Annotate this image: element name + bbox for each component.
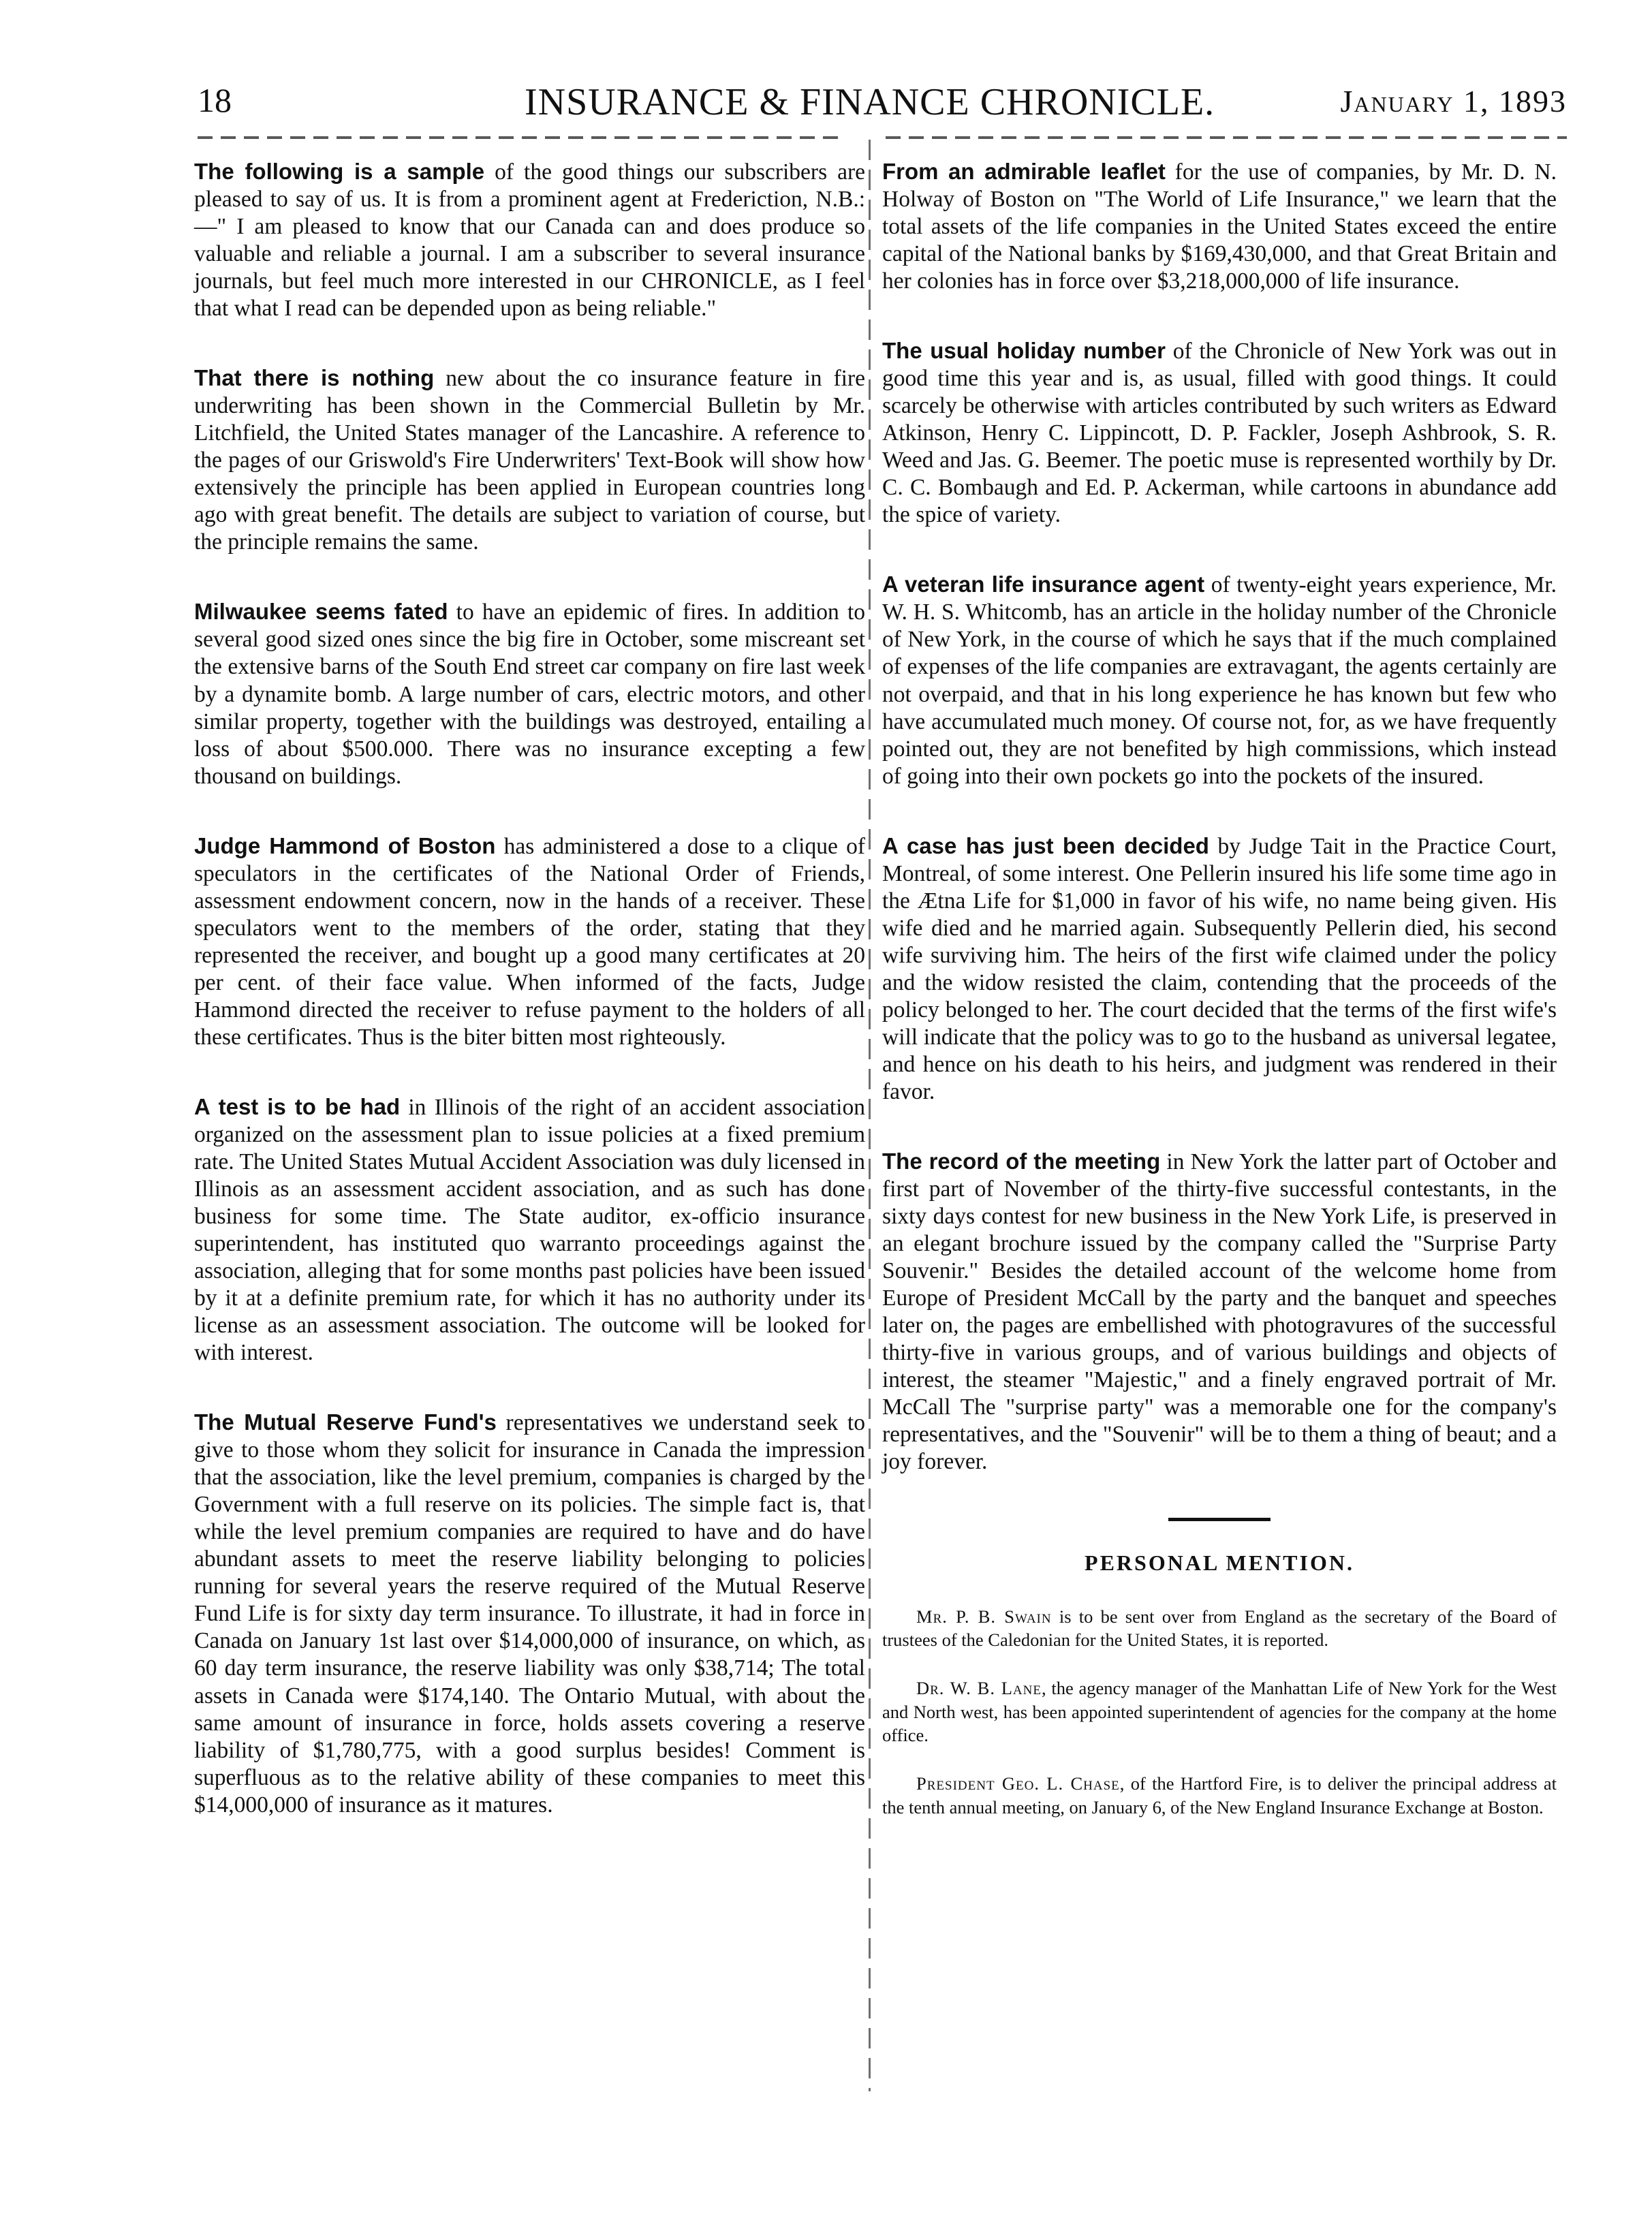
- article-lead: The Mutual Reserve Fund's: [194, 1409, 497, 1435]
- mention-item: [882, 1772, 1557, 1819]
- article-body: of the Chronicle of New York was out in good time this year and is, as usual, filled with good things. It could scarcely be otherwise with articles contributed by such writers as Edward Atkinson, Henry C. Lippincott, D. P. Fackler, Joseph Ashbrook, S. R. Weed and Jas. G. Beemer. The poetic muse is represented worthily by Dr. C. C. Bombaugh and Ed. P. Ackerman, while cartoons in abundance add the spice of variety.: [882, 339, 1557, 528]
- page-header: [198, 80, 1567, 142]
- article-body: in Illinois of the right of an accident association organized on the assessment plan to issue policies at a fixed premium rate. The United States Mutual Accident Association was duly licensed in Illinois as an assessment accident association, and as such has done business for some time. The State auditor, ex-officio insurance superintendent, has instituted quo warranto proceedings against the association, alleging that for some months past policies have been issued by it at a definite premium rate, for which it has no authority under its license as an assessment association. The outcome will be looked for with interest.: [194, 1094, 865, 1366]
- article-body: in New York the latter part of October and first part of November of the thirty-five successful contestants, in the sixty days contest for new business in the New York Life, is preserved in an elegant brochure issued by the company called the "Surprise Party Souvenir." Besides the detailed account of the welcome home from Europe of President McCall by the party and the banquet and speeches later on, the pages are embellished with photogravures of the successful thirty-five in various groups, and of various buildings and objects of interest, the steamer "Majestic," and a finely engraved portrait of Mr. McCall The "surprise party" was a memorable one for the company's representatives, and the "Souvenir" will be to them a thing of beaut; and a joy forever.: [882, 1149, 1557, 1475]
- article-lead: The record of the meeting: [882, 1148, 1161, 1174]
- article-body: new about the co insurance feature in fire underwriting has been shown in the Commercial Bulletin by Mr. Litchfield, the United States manager of the Lancashire. A reference to the pages of our Griswold's Fire Underwriters' Text-Book will show how extensively the principle has been applied in European countries long ago with great benefit. The details are subject to variation of course, but the principle remains the same.: [194, 366, 866, 555]
- mention-name: Dr. W. B. Lane: [916, 1677, 1042, 1698]
- publication-title: INSURANCE & FINANCE CHRONICLE.: [525, 81, 1215, 123]
- article-paragraph: [194, 598, 865, 790]
- article-lead: The following is a sample: [194, 159, 485, 184]
- personal-mention-heading: PERSONAL MENTION.: [1085, 1550, 1354, 1576]
- article-paragraph: [194, 364, 865, 556]
- article-body: representatives we understand seek to give to those whom they solicit for insurance in Canada the impression that the association, like the level premium, companies is charged by the Government with a full reserve on its policies. The simple fact is, that while the level premium companies are required to have and do have abundant assets to meet the reserve liability belonging to policies running for several years the reserve required of the Mutual Reserve Fund Life is for sixty day term insurance. To illustrate, it had in force in Canada on January 1st last over $14,000,000 of insurance, on which, as 60 day term insurance, the reserve liability was only $38,714; The total assets in Canada were $174,140. The Ontario Mutual, with about the same amount of insurance in force, holds assets covering a reserve liability of $1,780,775, with a good surplus besides! Comment is superfluous as to the relative ability of these companies to meet this $14,000,000 of insurance as it matures.: [194, 1410, 865, 1817]
- article-lead: From an admirable leaflet: [882, 159, 1166, 184]
- article-body: for the use of companies, by Mr. D. N. Holway of Boston on "The World of Life Insurance," we learn that the total assets of the life companies in the United States exceed the entire capital of the National banks by $169,430,000, and that Great Britain and her colonies has in force over $3,218,000,000 of life insurance.: [882, 159, 1557, 294]
- right-column: [882, 158, 1557, 1843]
- mention-text: , of the Hartford Fire, is to deliver the principal address at the tenth annual meeting, on January 6, of the New England Insurance Exchange at Boston.: [882, 1773, 1557, 1817]
- article-body: of twenty-eight years experience, Mr. W. H. S. Whitcomb, has an article in the holiday number of the Chronicle of New York, in the course of which he says that if the much complained of expenses of the life companies are extravagant, the agents certainly are not overpaid, and that in his long experience he has known but few who have accumulated much money. Of course not, for, as we have frequently pointed out, they are not benefited by high commissions, which instead of going into their own pockets go into the pockets of the insured.: [882, 572, 1557, 789]
- article-paragraph: [194, 1409, 865, 1818]
- mention-name: Mr. P. B. Swain: [916, 1606, 1052, 1627]
- mention-name: President Geo. L. Chase: [916, 1773, 1120, 1794]
- article-paragraph: [882, 832, 1557, 1106]
- mention-item: [882, 1605, 1557, 1652]
- article-body: of the good things our subscribers are pleased to say of us. It is from a prominent agent at Frederiction, N.B.:—" I am pleased to know that our Canada can and does produce so valuable and reliable a journal. I am a subscriber to several insurance journals, but feel much more interested in our CHRONICLE, as I feel that what I read can be depended upon as being reliable.": [194, 159, 865, 322]
- article-lead: A case has just been decided: [882, 832, 1209, 858]
- page-number: 18: [198, 81, 232, 119]
- article-paragraph: [882, 337, 1557, 529]
- article-lead: That there is nothing: [194, 365, 435, 391]
- header-rule-right: [886, 136, 1567, 139]
- article-lead: The usual holiday number: [882, 338, 1166, 364]
- article-body: has administered a dose to a clique of speculators in the certificates of the National Order of Friends, assessment endowment concern, now in the hands of a receiver. These speculators went to the members of the order, stating that they represented the receiver, and bought up a good many certificates at 20 per cent. of their face value. When informed of the facts, Judge Hammond directed the receiver to refuse payment to the holders of all these certificates. Thus is the biter bitten most righteously.: [194, 833, 865, 1050]
- article-body: to have an epidemic of fires. In addition to several good sized ones since the big fire in October, some miscreant set the extensive barns of the South End street car company on fire last week by a dynamite bomb. A large number of cars, electric motors, and other similar property, together with the buildings was destroyed, entailing a loss of about $500.000. There was no insurance excepting a few thousand on buildings.: [194, 599, 865, 789]
- article-lead: A test is to be had: [194, 1093, 401, 1119]
- section-divider: [1168, 1518, 1271, 1521]
- article-paragraph: [882, 571, 1557, 790]
- mention-text: , the agency manager of the Manhattan Life of New York for the West and North west, has been appointed superintendent of agencies for the company at the home office.: [882, 1677, 1557, 1746]
- left-column: [194, 158, 865, 1861]
- article-paragraph: [882, 1148, 1557, 1476]
- article-paragraph: [194, 1093, 865, 1367]
- issue-date: January 1, 1893: [1340, 84, 1567, 119]
- article-paragraph: [882, 158, 1557, 295]
- header-rule-left: [198, 136, 845, 139]
- article-lead: A veteran life insurance agent: [882, 572, 1205, 597]
- article-paragraph: [194, 158, 865, 322]
- article-body: by Judge Tait in the Practice Court, Montreal, of some interest. One Pellerin insured his life some time ago in the Ætna Life for $1,000 in favor of his wife, no name being given. His wife died and he married again. Subsequently Pellerin died, his second wife surviving him. The heirs of the first wife claimed under the policy and the widow resisted the claim, contending that the proceeds of the policy belonged to her. The court decided that the terms of the first wife's will indicate that the policy was to go to the husband as universal legatee, and hence on his death to his heirs, and judgment was rendered in their favor.: [882, 833, 1557, 1104]
- article-lead: Milwaukee seems fated: [194, 599, 448, 625]
- column-divider: [869, 140, 871, 2091]
- article-paragraph: [194, 832, 865, 1051]
- article-lead: Judge Hammond of Boston: [194, 832, 496, 858]
- mention-text: is to be sent over from England as the secretary of the Board of trustees of the Caledonian for the United States, it is reported.: [882, 1606, 1557, 1651]
- mention-item: [882, 1676, 1557, 1747]
